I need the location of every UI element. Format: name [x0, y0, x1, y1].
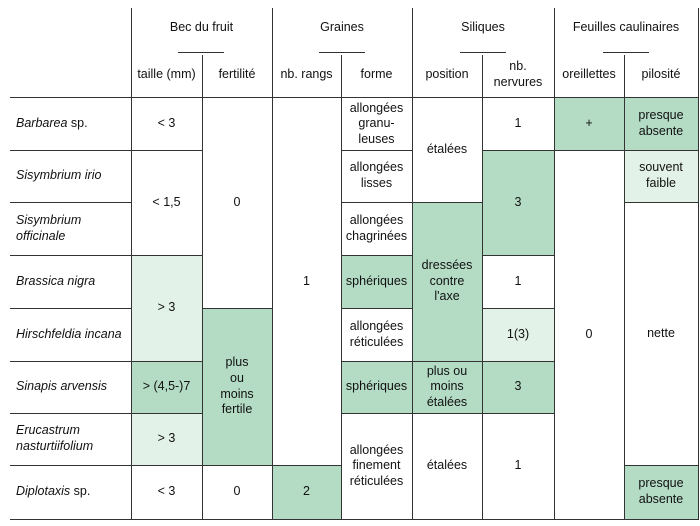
cell-text: sphériques	[345, 379, 408, 394]
species-row-5	[10, 308, 131, 361]
grid-line	[698, 8, 699, 519]
nb-rangs-diplotaxis	[272, 465, 341, 519]
sub-text: fertilité	[218, 67, 256, 82]
sub-text: forme	[360, 67, 393, 82]
grid-line	[341, 361, 554, 362]
sub-forme	[341, 55, 412, 95]
species-name: Erucastrum nasturtiifolium	[16, 423, 94, 453]
grid-line	[10, 413, 202, 414]
grid-line	[412, 8, 413, 519]
grid-line	[131, 8, 132, 519]
species-name: Sisymbrium officinale	[16, 212, 82, 243]
forme-2	[341, 150, 412, 202]
grid-line	[624, 465, 698, 466]
sub-fertilite	[202, 55, 272, 95]
fertilite-diplotaxis	[202, 465, 272, 519]
grid-line	[341, 202, 482, 203]
sub-text: oreillettes	[562, 67, 616, 82]
forme-4	[341, 255, 412, 308]
forme-6	[341, 361, 412, 413]
sub-nb-rangs	[272, 55, 341, 95]
header-siliques	[412, 8, 554, 48]
header-text: Siliques	[461, 20, 505, 35]
nervures-6	[482, 413, 554, 519]
pilosite-3	[624, 202, 698, 465]
grid-line	[10, 519, 699, 520]
sub-text: taille (mm)	[137, 67, 196, 82]
grid-line	[10, 255, 202, 256]
cell-text: 3	[514, 194, 522, 209]
cell-text: < 3	[157, 484, 176, 499]
sub-text: pilosité	[641, 67, 681, 82]
forme-7	[341, 413, 412, 519]
species-name: Barbarea	[16, 116, 68, 131]
header-text: Feuilles caulinaires	[572, 20, 680, 35]
position-2	[412, 202, 482, 361]
cell-text: dressées contre l'axe	[421, 258, 473, 304]
species-name: Hirschfeldia incana	[16, 326, 122, 341]
taille-erucastrum	[131, 413, 202, 465]
grid-line	[482, 150, 698, 151]
grid-line	[272, 8, 273, 519]
pilosite-2	[624, 150, 698, 202]
grid-line	[554, 8, 555, 519]
nb-rangs-main	[272, 98, 341, 465]
fertilite-top	[202, 98, 272, 308]
cell-text: 1	[514, 458, 522, 473]
oreillettes-2	[554, 150, 624, 519]
cell-text: allongées finement réticulées	[349, 442, 404, 488]
position-4	[412, 413, 482, 519]
cell-text: 0	[233, 195, 241, 210]
header-rule	[603, 52, 649, 53]
grid-line	[10, 308, 131, 309]
grid-line	[341, 150, 412, 151]
species-suffix: sp.	[70, 484, 91, 499]
species-name: Diplotaxis	[16, 484, 71, 499]
cell-text: allongées réticulées	[349, 318, 404, 349]
cell-text: nette	[647, 325, 675, 340]
taille-barbarea	[131, 98, 202, 150]
cell-text: allongées granu- leuses	[349, 100, 404, 146]
cell-text: étalées	[426, 142, 468, 157]
nervures-1	[482, 98, 554, 150]
forme-3	[341, 202, 412, 255]
sub-oreillettes	[554, 55, 624, 95]
taille-sinapis	[131, 361, 202, 413]
cell-text: presque absente	[638, 476, 684, 506]
species-name: Sisymbrium irio	[16, 168, 102, 183]
forme-5	[341, 308, 412, 361]
cell-text: allongées lisses	[349, 160, 404, 190]
header-graines	[272, 8, 412, 48]
grid-line	[10, 465, 342, 466]
cell-text: > (4,5-)7	[142, 379, 191, 394]
grid-line	[341, 55, 342, 519]
species-row-1	[10, 98, 131, 150]
grid-line	[341, 308, 412, 309]
oreillettes-1	[554, 98, 624, 150]
sub-taille	[131, 55, 202, 95]
header-feuilles	[554, 8, 698, 48]
species-name: Sinapis arvensis	[16, 379, 108, 394]
fertilite-middle	[202, 308, 272, 465]
cell-text: > 3	[157, 300, 176, 315]
header-text: Bec du fruit	[169, 20, 234, 35]
pilosite-4	[624, 465, 698, 519]
grid-line	[10, 202, 131, 203]
cell-text: 1	[303, 273, 310, 288]
cell-text: 0	[233, 484, 241, 499]
header-rule	[319, 52, 365, 53]
taille-sisymbrium	[131, 150, 202, 255]
sub-text: nb. rangs	[280, 67, 333, 82]
cell-text: < 3	[157, 116, 176, 131]
header-rule	[460, 52, 506, 53]
species-row-8	[10, 465, 131, 519]
grid-line	[482, 55, 483, 519]
grid-line	[10, 361, 202, 362]
sub-nervures	[482, 55, 554, 95]
cell-text: souvent faible	[639, 160, 683, 190]
species-row-6	[10, 361, 131, 413]
grid-line	[341, 255, 412, 256]
cell-text: allongées chagrinées	[345, 212, 408, 243]
nervures-3	[482, 255, 554, 308]
grid-line	[341, 413, 554, 414]
sub-text: nb. nervures	[493, 59, 543, 89]
grid-line	[10, 97, 699, 98]
cell-text: plus ou moins fertile	[220, 355, 254, 417]
cell-text: 1	[514, 116, 522, 131]
nervures-5	[482, 361, 554, 413]
cell-text: 0	[585, 326, 593, 341]
nervures-2	[482, 150, 554, 255]
position-3	[412, 361, 482, 413]
grid-line	[482, 255, 554, 256]
species-suffix: sp.	[67, 116, 88, 131]
nervures-4	[482, 308, 554, 361]
grid-line	[202, 308, 272, 309]
cell-text: < 1,5	[152, 194, 181, 209]
grid-line	[624, 55, 625, 519]
position-1	[412, 98, 482, 202]
taille-brassica-hirschfeldia	[131, 255, 202, 361]
cell-text: presque absente	[638, 108, 684, 138]
species-row-7	[10, 413, 131, 465]
header-rule	[178, 52, 224, 53]
species-row-3	[10, 202, 131, 255]
species-row-2	[10, 150, 131, 202]
grid-line	[482, 308, 554, 309]
pilosite-1	[624, 98, 698, 150]
sub-position	[412, 55, 482, 95]
taille-diplotaxis	[131, 465, 202, 519]
sub-pilosite	[624, 55, 698, 95]
cell-text: 1(3)	[506, 326, 530, 341]
cell-text: 3	[514, 379, 522, 394]
cell-text: plus ou moins étalées	[426, 363, 468, 409]
cell-text: 2	[303, 484, 310, 499]
header-text: Graines	[320, 20, 364, 35]
grid-line	[202, 55, 203, 519]
grid-line	[624, 202, 698, 203]
grid-line	[10, 150, 202, 151]
species-row-4	[10, 255, 131, 308]
cell-text: > 3	[157, 431, 176, 446]
sub-text: position	[425, 67, 469, 82]
forme-1	[341, 98, 412, 150]
header-bec-du-fruit	[131, 8, 272, 48]
cell-text: +	[585, 116, 593, 131]
species-name: Brassica nigra	[16, 273, 96, 288]
cell-text: sphériques	[345, 273, 408, 288]
cell-text: 1	[514, 273, 522, 288]
cell-text: étalées	[426, 458, 468, 473]
